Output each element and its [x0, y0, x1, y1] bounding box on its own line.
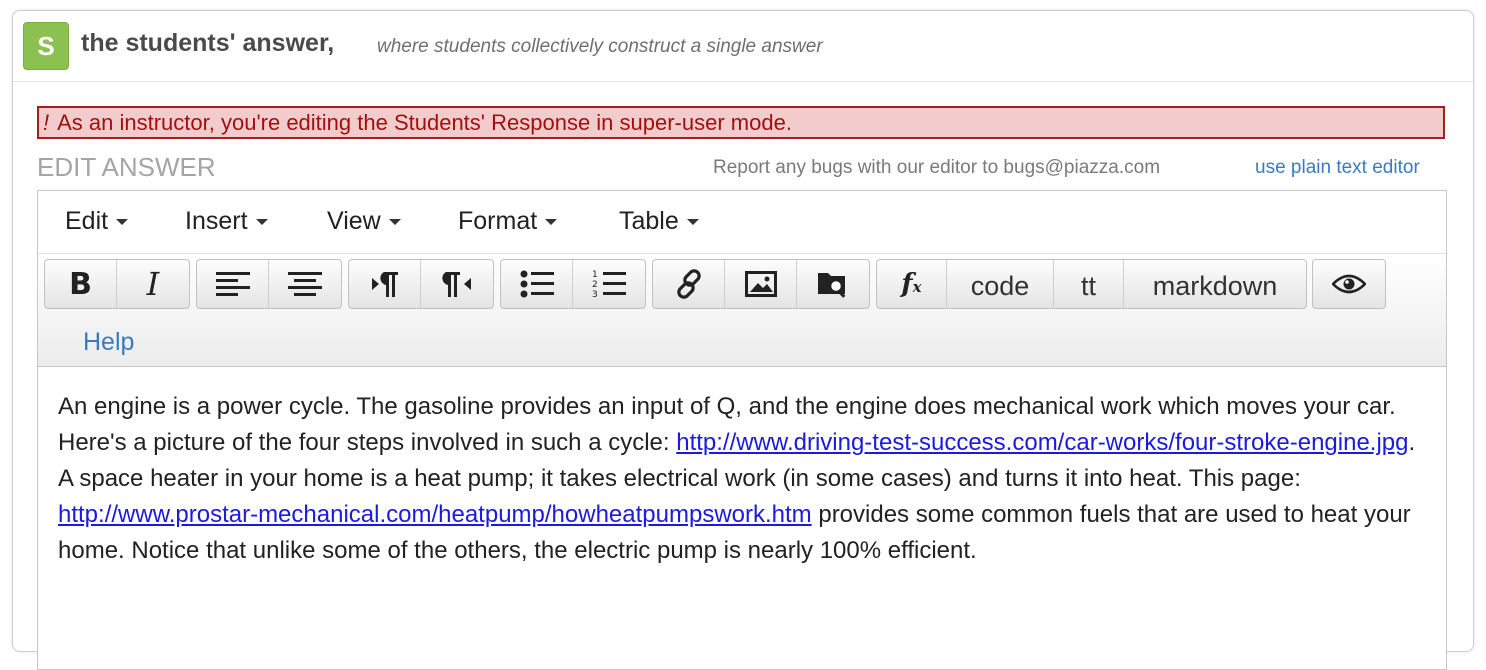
menu-format[interactable]: Format — [458, 207, 557, 236]
content-text: An engine is a power cycle. The gasoline provides an input of Q, and the engine does mechanical work which moves your car. Here's a picture of the four steps involved in such a cycle: — [58, 393, 1396, 456]
file-browse-button[interactable] — [797, 260, 869, 308]
insert-group — [652, 259, 870, 309]
file-search-icon — [816, 269, 850, 299]
bullet-list-button[interactable] — [501, 260, 573, 308]
chevron-down-icon — [116, 219, 128, 225]
image-button[interactable] — [725, 260, 797, 308]
ltr-icon — [370, 269, 400, 299]
text-style-group — [44, 259, 190, 309]
alert-icon: ! — [43, 110, 50, 135]
edit-answer-heading: EDIT ANSWER — [37, 152, 216, 182]
eye-icon — [1332, 274, 1366, 294]
engine-link[interactable]: http://www.driving-test-success.com/car-works/four-stroke-engine.jpg — [676, 429, 1409, 456]
list-group — [500, 259, 646, 309]
rtl-icon — [442, 269, 472, 299]
direction-group — [348, 259, 494, 309]
preview-group — [1312, 259, 1386, 309]
bug-report-note: Report any bugs with our editor to bugs@piazza.com — [713, 157, 1161, 178]
editor-menubar — [38, 191, 1446, 254]
students-badge: S — [23, 22, 69, 70]
help-link[interactable]: Help — [83, 328, 135, 356]
code-button[interactable]: code — [947, 260, 1054, 308]
link-icon — [672, 267, 706, 301]
plain-text-editor-link[interactable]: use plain text editor — [1255, 157, 1420, 178]
align-left-icon — [216, 271, 250, 297]
italic-icon: I — [146, 265, 160, 303]
svg-text:1: 1 — [592, 270, 598, 280]
rich-text-editor — [37, 190, 1447, 670]
svg-text:3: 3 — [592, 290, 598, 299]
content-text: provides some common fuels that are used to heat your home. Notice that unlike some of the others, the electric pump is nearly 100% efficient. — [58, 501, 1411, 564]
card-subtitle: where students collectively construct a single answer — [377, 36, 823, 57]
heatpump-link[interactable]: http://www.prostar-mechanical.com/heatpump/howheatpumpswork.htm — [58, 501, 812, 528]
card-header — [13, 11, 1473, 82]
bold-icon: B — [69, 266, 92, 302]
chevron-down-icon — [256, 219, 268, 225]
chevron-down-icon — [389, 219, 401, 225]
image-icon — [745, 271, 777, 297]
bold-button[interactable] — [45, 260, 117, 308]
preview-button[interactable] — [1313, 260, 1385, 308]
code-group — [876, 259, 1307, 309]
align-center-icon — [288, 271, 322, 297]
menu-edit[interactable]: Edit — [65, 207, 128, 236]
alignment-group — [196, 259, 342, 309]
menu-table[interactable]: Table — [619, 207, 699, 236]
formula-icon: fx — [901, 269, 922, 299]
chevron-down-icon — [545, 219, 557, 225]
menu-insert[interactable]: Insert — [185, 207, 268, 236]
link-button[interactable] — [653, 260, 725, 308]
markdown-button[interactable]: markdown — [1152, 270, 1278, 301]
italic-button[interactable] — [117, 260, 189, 308]
bullet-list-icon — [520, 270, 554, 298]
ltr-button[interactable] — [349, 260, 421, 308]
tt-button[interactable]: tt — [1054, 260, 1124, 308]
numbered-list-icon — [592, 269, 626, 299]
align-left-button[interactable] — [197, 260, 269, 308]
menu-view[interactable]: View — [327, 207, 401, 236]
card-title: the students' answer, — [81, 29, 335, 57]
chevron-down-icon — [687, 219, 699, 225]
alert-text: As an instructor, you're editing the Students' Response in super-user mode. — [57, 110, 792, 135]
numbered-list-button[interactable] — [573, 260, 645, 308]
align-center-button[interactable] — [269, 260, 341, 308]
content-text: . A space heater in your home is a heat pump; it takes electrical work (in some cases) and turns it into heat. This page: — [58, 429, 1416, 492]
editor-toolbar — [38, 254, 1446, 367]
students-answer-card — [12, 10, 1474, 652]
rtl-button[interactable] — [421, 260, 493, 308]
formula-button[interactable] — [877, 260, 947, 308]
svg-text:2: 2 — [592, 280, 598, 290]
super-user-alert — [37, 106, 1445, 139]
